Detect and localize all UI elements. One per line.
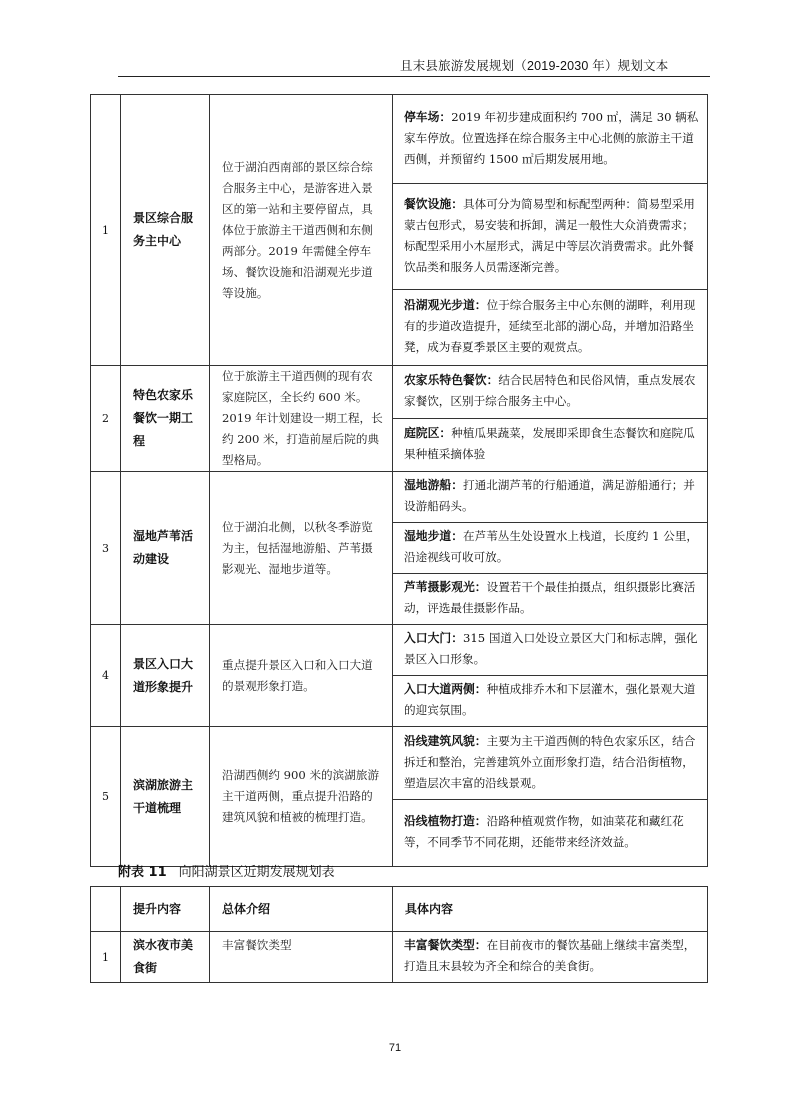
project-name-cell: [121, 95, 210, 366]
intro-cell: [210, 366, 393, 472]
row-number-text: 1: [102, 950, 109, 964]
intro-cell: [210, 727, 393, 867]
project-name: 湿地芦苇活动建设: [133, 529, 194, 566]
project-intro: 重点提升景区入口和入口大道的景观形象打造。: [222, 657, 373, 693]
detail-cell: [393, 290, 708, 366]
detail-text: 打通北湖芦苇的行船通道，满足游船通行；并设游船码头。: [404, 478, 695, 513]
document-header-title: 且末县旅游发展规划（2019-2030 年）规划文本: [400, 59, 669, 73]
detail-heading: 沿线建筑风貌：: [404, 733, 487, 748]
row-number-text: 3: [102, 541, 109, 555]
detail-cell: [393, 95, 708, 184]
detail-cell: [393, 472, 708, 523]
table-row: [91, 366, 708, 419]
detail-text: 种植成排乔木和下层灌木，强化景观大道的迎宾氛围。: [404, 682, 696, 717]
caption-title: 向阳湖景区近期发展规划表: [178, 865, 335, 880]
page-number: 71: [388, 1042, 402, 1054]
row-number-text: 5: [102, 790, 109, 803]
intro-cell: [210, 472, 393, 625]
detail-text: 在芦苇丛生处设置水上栈道，长度约 1 公里，沿途视线可收可放。: [404, 529, 699, 564]
header-label: 总体介绍: [222, 901, 271, 916]
detail-heading: 庭院区：: [404, 426, 452, 440]
row-number: [91, 472, 121, 625]
detail-heading: 湿地游船：: [404, 478, 463, 492]
detail-text: 沿路种植观赏作物，如油菜花和藏红花等，不同季节不同花期，还能带来经济效益。: [404, 814, 684, 849]
project-intro: 沿湖西侧约 900 米的滨湖旅游主干道两侧，重点提升沿路的建筑风貌和植被的梳理打造。: [222, 768, 380, 824]
project-intro: 位于湖泊西南部的景区综合综合服务主中心，是游客进入景区的第一站和主要停留点，具体位于旅游主干道西侧和东侧两部分。2019 年需健全停车场、餐饮设施和沿湖观光步道等设施。: [222, 159, 373, 300]
row-number: [91, 932, 121, 983]
header-label: 提升内容: [133, 901, 182, 916]
intro-cell: [210, 95, 393, 366]
project-intro: 位于旅游主干道西侧的现有农家庭院区，全长约 600 米。2019 年计划建设一期工程，长约 200 米，打造前屋后院的典型格局。: [222, 369, 383, 467]
row-number-text: 2: [102, 412, 109, 425]
header-content: [121, 887, 210, 932]
header-num-cell: [91, 887, 121, 932]
table-row: [91, 95, 708, 184]
detail-cell: [393, 419, 708, 472]
table-header-row: [91, 887, 708, 932]
detail-heading: 入口大道两侧：: [404, 682, 487, 696]
project-name: 滨水夜市美食街: [133, 938, 194, 975]
planning-table: [90, 94, 708, 867]
detail-text: 315 国道入口处设立景区大门和标志牌，强化景区入口形象。: [404, 631, 698, 666]
detail-heading: 沿线植物打造：: [404, 814, 487, 828]
detail-cell: [393, 574, 708, 625]
project-name-cell: [121, 727, 210, 867]
header-divider: [118, 76, 710, 77]
table-row: [91, 932, 708, 983]
project-name: 特色农家乐餐饮一期工程: [133, 388, 194, 448]
xiangyang-lake-plan-table: [90, 886, 708, 983]
table-row: [91, 727, 708, 800]
project-intro: 丰富餐饮类型: [222, 938, 292, 952]
detail-cell: [393, 932, 708, 983]
intro-cell: [210, 932, 393, 983]
detail-cell: [393, 523, 708, 574]
detail-text: 种植瓜果蔬菜，发展即采即食生态餐饮和庭院瓜果种植采摘体验: [404, 426, 695, 461]
detail-cell: [393, 800, 708, 867]
table-row: [91, 625, 708, 676]
detail-text: 在目前夜市的餐饮基础上继续丰富类型，打造且末县较为齐全和综合的美食街。: [404, 938, 696, 973]
row-number-text: 4: [102, 669, 109, 682]
detail-heading: 餐饮设施：: [404, 196, 463, 211]
detail-text: 设置若干个最佳拍摄点，组织摄影比赛活动，评选最佳摄影作品。: [404, 580, 696, 615]
row-number: [91, 727, 121, 867]
project-name-cell: [121, 625, 210, 727]
project-intro: 位于湖泊北侧，以秋冬季游览为主，包括湿地游船、芦苇摄影观光、湿地步道等。: [222, 519, 373, 576]
detail-heading: 芦苇摄影观光：: [404, 580, 487, 594]
intro-cell: [210, 625, 393, 727]
detail-heading: 沿湖观光步道：: [404, 298, 487, 312]
detail-heading: 农家乐特色餐饮：: [404, 373, 499, 387]
detail-text: 位于综合服务主中心东侧的湖畔，利用现有的步道改造提升，延续至北部的湖心岛，并增加沿路坐凳，成为春夏季景区主要的观赏点。: [404, 298, 696, 354]
caption-label: 附表 11: [118, 865, 167, 880]
project-name-cell: [121, 932, 210, 983]
project-name: 景区综合服务主中心: [133, 211, 194, 248]
detail-cell: [393, 366, 708, 419]
project-name: 景区入口大道形象提升: [133, 656, 194, 694]
detail-heading: 丰富餐饮类型：: [404, 938, 487, 952]
row-number: [91, 625, 121, 727]
table-caption: [118, 861, 335, 880]
project-name-cell: [121, 366, 210, 472]
detail-heading: 停车场：: [404, 109, 452, 124]
detail-heading: 湿地步道：: [404, 529, 463, 543]
detail-cell: [393, 727, 708, 800]
header-detail: [393, 887, 708, 932]
detail-text: 主要为主干道西侧的特色农家乐区，结合拆迁和整治，完善建筑外立面形象打造，结合沿街植物，塑造层次丰富的沿线景观。: [404, 733, 696, 790]
detail-text: 结合民居特色和民俗风情，重点发展农家餐饮，区别于综合服务主中心。: [404, 373, 696, 408]
detail-text: 2019 年初步建成面积约 700 ㎡，满足 30 辆私家车停放。位置选择在综合服务主中心北侧的旅游主干道西侧，并预留约 1500 ㎡后期发展用地。: [404, 109, 699, 166]
table-row: [91, 472, 708, 523]
header-label: 具体内容: [405, 901, 454, 916]
project-name-cell: [121, 472, 210, 625]
detail-heading: 入口大门：: [404, 631, 463, 645]
project-name: 滨湖旅游主干道梳理: [133, 777, 194, 815]
row-number-text: 1: [102, 223, 109, 237]
detail-cell: [393, 625, 708, 676]
detail-text: 具体可分为简易型和标配型两种：简易型采用蒙古包形式，易安装和拆卸，满足一般性大众消费需求；标配型采用小木屋形式，满足中等层次消费需求。此外餐饮品类和服务人员需逐渐完善。: [404, 196, 695, 274]
row-number: [91, 95, 121, 366]
row-number: [91, 366, 121, 472]
detail-cell: [393, 184, 708, 290]
detail-cell: [393, 676, 708, 727]
header-intro: [210, 887, 393, 932]
